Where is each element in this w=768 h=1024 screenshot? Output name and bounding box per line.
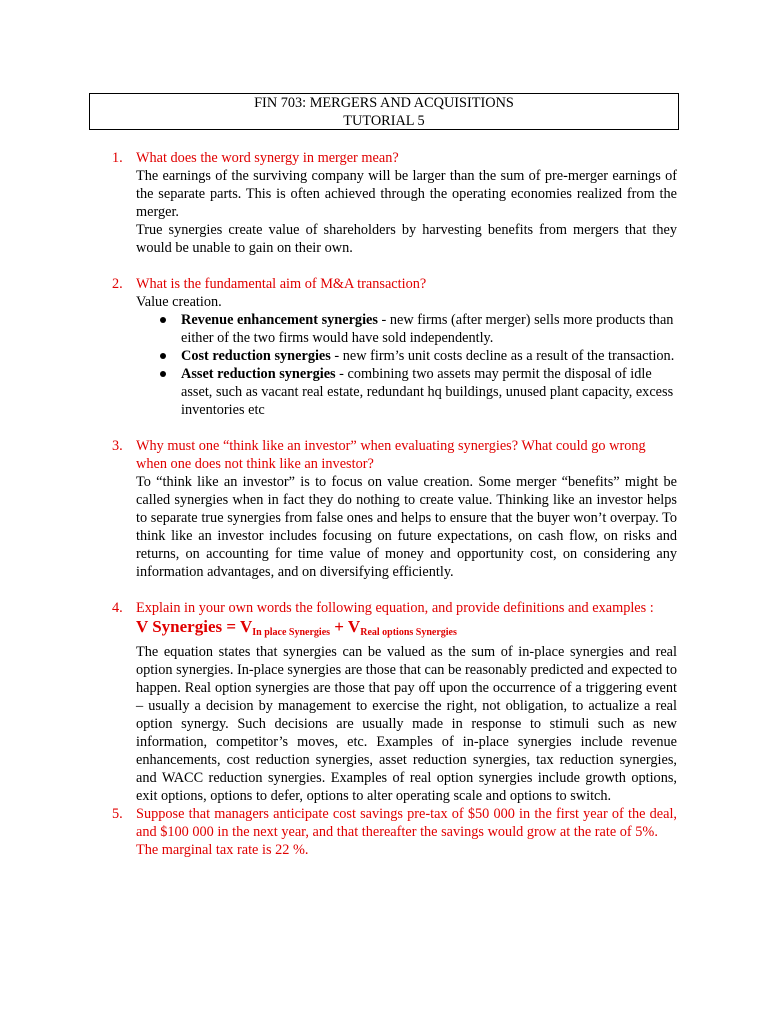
answer-paragraph: To “think like an investor” is to focus on value creation. Some merger “benefits” might be called synergies when in fact they do nothing to create value. Thinking like an investor helps to separate true synergies from false ones and helps to ensure that the buyer won’t overpay. To think like an investor includes focusing on future expectations, on cash flow, on risks and returns, on accounting for time value of money and opportunity cost, on considering any information advantages, and on diversifying efficiently. [136, 474, 677, 580]
question-2 [0, 275, 768, 419]
bullet-term: Asset reduction synergies [181, 366, 336, 382]
bullet-item [136, 365, 677, 419]
answer-paragraph: The equation states that synergies can be valued as the sum of in-place synergies and real option synergies. In-place synergies are those that can be reasonably predicted and expected to happen. Real option synergies are those that pay off upon the occurrence of a triggering event – usually a decision by management to exercise the right, not obligation, to actualize a real option synergy. Such decisions are usually made in response to stimuli such as new information, competitor’s moves, etc. Examples of in-place synergies include revenue enhancements, cost reduction synergies, asset reduction synergies, tax reduction synergies, and WACC reduction synergies. Examples of real option synergies include growth options, exit options, options to defer, options to alter operating scale and options to switch. [136, 644, 677, 804]
bullet-text: - combining two assets may permit the disposal of idle asset, such as vacant real estate, redundant hq buildings, unused plant capacity, excess inventories etc [181, 366, 674, 418]
title-box [89, 93, 679, 130]
question-3 [0, 437, 768, 581]
question-number: 2. [112, 276, 123, 292]
synergy-bullet-list [136, 311, 677, 419]
question-1 [0, 149, 768, 257]
answer-paragraph: The earnings of the surviving company will be larger than the sum of pre-merger earnings of the separate parts. This is often achieved through the operating economies realized from the merger. [136, 168, 677, 220]
question-number: 5. [112, 806, 123, 822]
question-text: What is the fundamental aim of M&A transaction? [136, 276, 427, 292]
question-text: Explain in your own words the following equation, and provide definitions and examples : [136, 600, 654, 616]
question-5 [0, 805, 768, 859]
bullet-text: - new firm’s unit costs decline as a result of the transaction. [330, 348, 675, 364]
bullet-term: Cost reduction synergies [181, 348, 331, 364]
question-number: 4. [112, 600, 123, 616]
course-title: FIN 703: MERGERS AND ACQUISITIONS [254, 95, 514, 111]
question-text: Why must one “think like an investor” when evaluating synergies? What could go wrong when one does not think like an investor? [136, 438, 646, 472]
question-text: Suppose that managers anticipate cost savings pre-tax of $50 000 in the first year of the deal, and $100 000 in the next year, and that thereafter the savings would grow at the rate of 5%. [136, 806, 677, 840]
equation-lhs: V Synergies = V [136, 617, 253, 636]
equation-subscript-realoptions: Real options Synergies [360, 627, 457, 638]
bullet-term: Revenue enhancement synergies [181, 312, 378, 328]
synergy-equation [136, 617, 677, 643]
bullet-item [136, 347, 677, 365]
tutorial-title: TUTORIAL 5 [343, 112, 425, 129]
answer-paragraph: True synergies create value of shareholders by harvesting benefits from mergers that they would be unable to gain on their own. [136, 222, 677, 256]
equation-subscript-inplace: In place Synergies [252, 627, 331, 638]
question-number: 1. [112, 150, 123, 166]
questions-list [0, 149, 768, 859]
equation-plus: + V [330, 617, 361, 636]
answer-intro: Value creation. [136, 294, 222, 310]
bullet-item [136, 311, 677, 347]
bullet-text: - new firms (after merger) sells more products than either of the two firms would have sold independently. [181, 312, 674, 346]
question-text: What does the word synergy in merger mean? [136, 150, 399, 166]
question-number: 3. [112, 438, 123, 454]
tax-rate-line: The marginal tax rate is 22 %. [136, 842, 309, 858]
question-4 [0, 599, 768, 805]
